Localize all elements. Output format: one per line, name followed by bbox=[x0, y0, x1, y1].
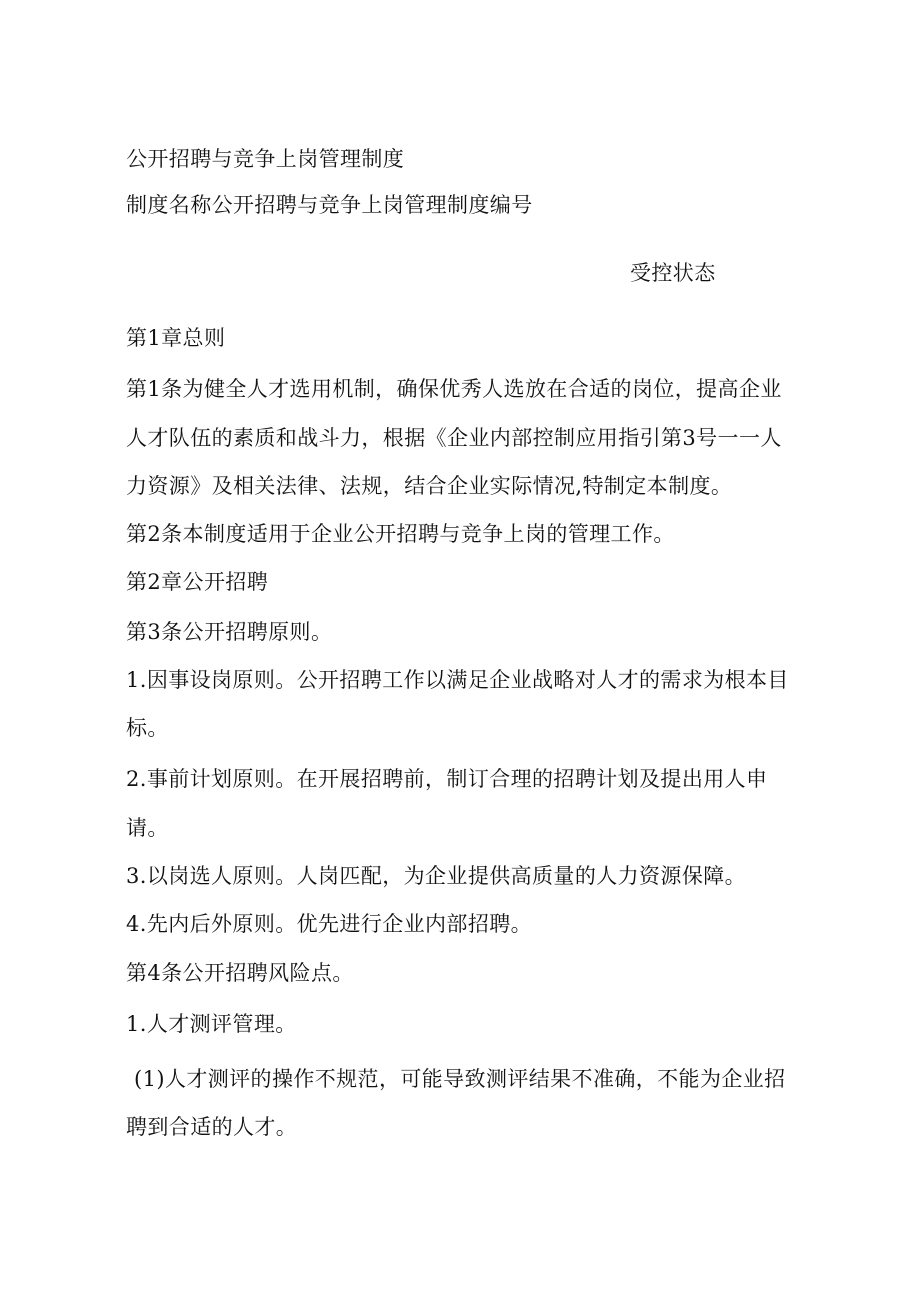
risk-1: 1.人才测评管理。 bbox=[126, 1012, 297, 1036]
principle-2-line-2: 请。 bbox=[126, 816, 169, 840]
principle-4: 4.先内后外原则。优先进行企业内部招聘。 bbox=[126, 912, 533, 936]
header-line: 制度名称公开招聘与竞争上岗管理制度编号 bbox=[126, 193, 533, 217]
article-1-line-1: 第1条为健全人才选用机制，确保优秀人选放在合适的岗位，提高企业 bbox=[126, 377, 782, 401]
risk-1a-line-2: 聘到合适的人才。 bbox=[126, 1115, 298, 1139]
principle-2-line-1: 2.事前计划原则。在开展招聘前，制订合理的招聘计划及提出用人申 bbox=[126, 767, 768, 791]
article-3: 第3条公开招聘原则。 bbox=[126, 620, 333, 644]
chapter-heading: 第1章总则 bbox=[126, 326, 226, 350]
article-1-line-3: 力资源》及相关法律、法规，结合企业实际情况,特制定本制度。 bbox=[126, 474, 733, 498]
article-1-line-2: 人才队伍的素质和战斗力，根据《企业内部控制应用指引第3号一一人 bbox=[126, 426, 782, 450]
risk-1a-line-1: (1)人才测评的操作不规范，可能导致测评结果不准确，不能为企业招 bbox=[134, 1067, 786, 1091]
document-title: 公开招聘与竞争上岗管理制度 bbox=[126, 147, 405, 171]
article-4: 第4条公开招聘风险点。 bbox=[126, 961, 354, 985]
chapter-heading: 第2章公开招聘 bbox=[126, 570, 269, 594]
article-2: 第2条本制度适用于企业公开招聘与竞争上岗的管理工作。 bbox=[126, 522, 675, 546]
principle-1-line-2: 标。 bbox=[126, 716, 169, 740]
control-status: 受控状态 bbox=[630, 261, 716, 285]
principle-1-line-1: 1.因事设岗原则。公开招聘工作以满足企业战略对人才的需求为根本目 bbox=[126, 668, 789, 692]
principle-3: 3.以岗选人原则。人岗匹配，为企业提供高质量的人力资源保障。 bbox=[126, 864, 747, 888]
